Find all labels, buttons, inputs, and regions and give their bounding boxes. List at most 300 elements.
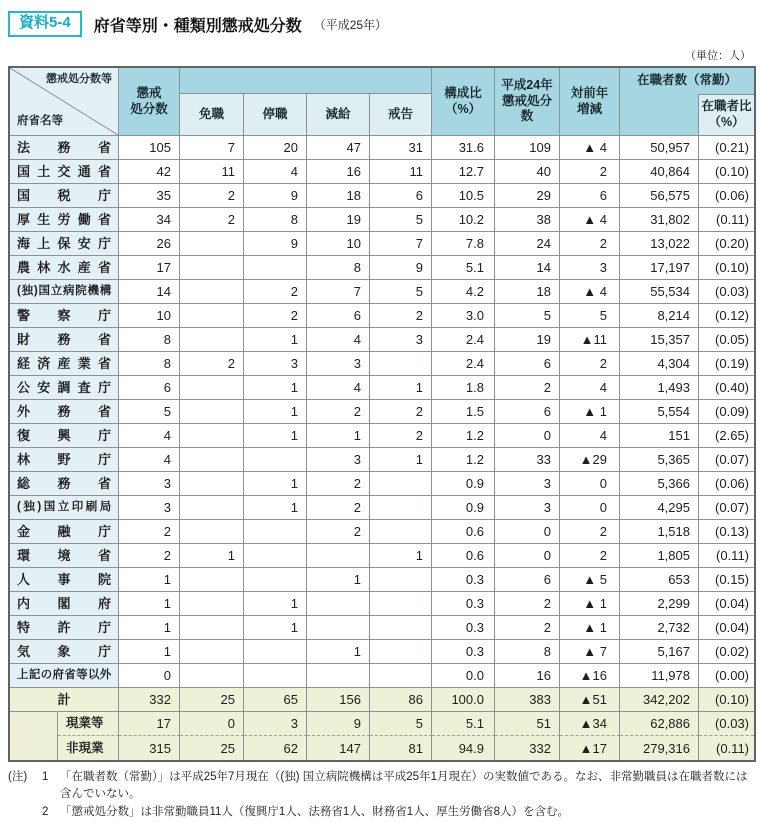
note-number: 1 xyxy=(42,771,49,783)
value-cell xyxy=(180,616,244,640)
value-cell: 1 xyxy=(244,496,307,520)
value-cell: ▲16 xyxy=(560,664,620,688)
value-cell xyxy=(370,520,432,544)
value-cell: 62,886 xyxy=(620,712,699,736)
value-cell xyxy=(180,400,244,424)
value-cell: 5 xyxy=(560,304,620,328)
value-cell: 2 xyxy=(307,520,370,544)
value-cell: 13,022 xyxy=(620,232,699,256)
value-cell: 6 xyxy=(370,184,432,208)
value-cell: (0.20) xyxy=(699,232,754,256)
value-cell: ▲29 xyxy=(560,448,620,472)
value-cell: 34 xyxy=(119,208,180,232)
value-cell xyxy=(180,520,244,544)
ministry-label: (独)国立印刷局 xyxy=(10,496,119,520)
value-cell: 2 xyxy=(495,592,560,616)
value-cell: 25 xyxy=(180,736,244,760)
ministry-row xyxy=(10,616,754,640)
corner-label-rows: 府省名等 xyxy=(17,114,63,127)
value-cell: 0.9 xyxy=(432,472,495,496)
value-cell: 1 xyxy=(119,616,180,640)
value-cell: 10.2 xyxy=(432,208,495,232)
ministry-label: 海上保安庁 xyxy=(10,232,119,256)
value-cell: 1.8 xyxy=(432,376,495,400)
note-text: 「在職者数（常勤）」は平成25年7月現在（(独) 国立病院機構は平成25年1月現在）の実数値である。なお、非常勤職員は在職者数には含んでいない。 xyxy=(60,771,748,801)
value-cell: 5,366 xyxy=(620,472,699,496)
ministry-row xyxy=(10,568,754,592)
ministry-row xyxy=(10,280,754,304)
value-cell: 5 xyxy=(370,712,432,736)
value-cell xyxy=(180,640,244,664)
header-prev-year: 平成24年 懲戒処分数 xyxy=(495,68,560,136)
value-cell: 5.1 xyxy=(432,712,495,736)
value-cell: ▲34 xyxy=(560,712,620,736)
value-cell: 151 xyxy=(620,424,699,448)
value-cell xyxy=(180,472,244,496)
ministry-row xyxy=(10,160,754,184)
value-cell: 9 xyxy=(244,232,307,256)
corner-label-columns: 懲戒処分数等 xyxy=(46,73,112,85)
value-cell: 26 xyxy=(119,232,180,256)
value-cell xyxy=(180,568,244,592)
value-cell: 24 xyxy=(495,232,560,256)
value-cell: ▲51 xyxy=(560,688,620,712)
value-cell: 4 xyxy=(560,376,620,400)
value-cell: (0.12) xyxy=(699,304,754,328)
value-cell: 1,518 xyxy=(620,520,699,544)
value-cell: 2 xyxy=(119,520,180,544)
value-cell: 3 xyxy=(119,496,180,520)
value-cell: 0 xyxy=(560,472,620,496)
summary-label: 非現業 xyxy=(58,736,119,760)
header-suspension: 停職 xyxy=(244,94,307,136)
value-cell: 0.9 xyxy=(432,496,495,520)
ministry-row xyxy=(10,208,754,232)
value-cell: 332 xyxy=(495,736,560,760)
value-cell: 9 xyxy=(244,184,307,208)
value-cell: (0.11) xyxy=(699,544,754,568)
value-cell xyxy=(244,520,307,544)
value-cell: 1.2 xyxy=(432,424,495,448)
value-cell xyxy=(180,424,244,448)
value-cell: 20 xyxy=(244,136,307,160)
value-cell: (0.15) xyxy=(699,568,754,592)
value-cell: 0 xyxy=(560,496,620,520)
value-cell xyxy=(180,664,244,688)
value-cell: 5 xyxy=(370,208,432,232)
value-cell: 0.6 xyxy=(432,544,495,568)
value-cell: 1 xyxy=(307,640,370,664)
ministry-row xyxy=(10,328,754,352)
ministry-row xyxy=(10,640,754,664)
value-cell: 5,554 xyxy=(620,400,699,424)
value-cell xyxy=(180,280,244,304)
value-cell: 4 xyxy=(119,448,180,472)
value-cell: 4 xyxy=(307,328,370,352)
disciplinary-table xyxy=(8,66,756,762)
ministry-row xyxy=(10,544,754,568)
value-cell: 2 xyxy=(560,232,620,256)
value-cell: (0.07) xyxy=(699,448,754,472)
value-cell: 1 xyxy=(370,376,432,400)
value-cell: 17,197 xyxy=(620,256,699,280)
corner-cell xyxy=(10,68,119,136)
document-page xyxy=(8,0,752,821)
ministry-label: 厚生労働省 xyxy=(10,208,119,232)
value-cell: 6 xyxy=(495,400,560,424)
value-cell: 383 xyxy=(495,688,560,712)
value-cell: 4,295 xyxy=(620,496,699,520)
value-cell: 2 xyxy=(560,544,620,568)
header-type-band xyxy=(180,68,432,94)
value-cell: 15,357 xyxy=(620,328,699,352)
value-cell: 2.4 xyxy=(432,352,495,376)
value-cell: 29 xyxy=(495,184,560,208)
table-header xyxy=(10,68,754,136)
value-cell: 65 xyxy=(244,688,307,712)
value-cell: 279,316 xyxy=(620,736,699,760)
ministry-row xyxy=(10,472,754,496)
value-cell: (0.19) xyxy=(699,352,754,376)
value-cell xyxy=(244,256,307,280)
value-cell: (0.07) xyxy=(699,496,754,520)
table-body xyxy=(10,136,754,760)
value-cell xyxy=(307,616,370,640)
ministry-label: 特許庁 xyxy=(10,616,119,640)
value-cell: (0.10) xyxy=(699,256,754,280)
ministry-label: 林野庁 xyxy=(10,448,119,472)
value-cell: 16 xyxy=(495,664,560,688)
ministry-label: 外務省 xyxy=(10,400,119,424)
ministry-label: 警察庁 xyxy=(10,304,119,328)
value-cell: 0 xyxy=(180,712,244,736)
value-cell: 3 xyxy=(560,256,620,280)
value-cell: (0.21) xyxy=(699,136,754,160)
ministry-row xyxy=(10,520,754,544)
value-cell: (0.10) xyxy=(699,688,754,712)
value-cell xyxy=(307,664,370,688)
value-cell: ▲11 xyxy=(560,328,620,352)
value-cell: 17 xyxy=(119,256,180,280)
value-cell: 6 xyxy=(495,568,560,592)
value-cell: 40,864 xyxy=(620,160,699,184)
value-cell xyxy=(180,304,244,328)
value-cell: 17 xyxy=(119,712,180,736)
value-cell: 0.3 xyxy=(432,592,495,616)
value-cell: 342,202 xyxy=(620,688,699,712)
value-cell: (0.04) xyxy=(699,592,754,616)
value-cell: 1 xyxy=(244,472,307,496)
value-cell: 9 xyxy=(370,256,432,280)
value-cell: 2,299 xyxy=(620,592,699,616)
value-cell: 19 xyxy=(307,208,370,232)
value-cell: 100.0 xyxy=(432,688,495,712)
value-cell: 94.9 xyxy=(432,736,495,760)
value-cell xyxy=(180,592,244,616)
value-cell: (0.11) xyxy=(699,736,754,760)
value-cell: (0.04) xyxy=(699,616,754,640)
header-dismissal: 免職 xyxy=(180,94,244,136)
value-cell: 10.5 xyxy=(432,184,495,208)
title-bar xyxy=(8,0,752,39)
value-cell: (0.40) xyxy=(699,376,754,400)
value-cell: (0.00) xyxy=(699,664,754,688)
value-cell: 47 xyxy=(307,136,370,160)
header-paycut: 減給 xyxy=(307,94,370,136)
value-cell: 5,365 xyxy=(620,448,699,472)
value-cell: 1 xyxy=(119,568,180,592)
value-cell: 33 xyxy=(495,448,560,472)
ministry-label: 復興庁 xyxy=(10,424,119,448)
value-cell: 3 xyxy=(307,448,370,472)
value-cell: 1 xyxy=(307,424,370,448)
value-cell xyxy=(244,568,307,592)
ministry-row xyxy=(10,424,754,448)
value-cell: 2 xyxy=(119,544,180,568)
ministry-label: 経済産業省 xyxy=(10,352,119,376)
value-cell xyxy=(370,592,432,616)
value-cell: 3 xyxy=(119,472,180,496)
ministry-label: 農林水産省 xyxy=(10,256,119,280)
value-cell: 1 xyxy=(370,544,432,568)
value-cell: 2 xyxy=(244,280,307,304)
value-cell: 3 xyxy=(495,496,560,520)
header-ratio: 構成比 （%） xyxy=(432,68,495,136)
value-cell xyxy=(244,640,307,664)
value-cell: 9 xyxy=(307,712,370,736)
value-cell: 2 xyxy=(244,304,307,328)
value-cell: 3 xyxy=(495,472,560,496)
ministry-label: 気象庁 xyxy=(10,640,119,664)
summary-row xyxy=(10,712,754,736)
value-cell: (0.11) xyxy=(699,208,754,232)
value-cell xyxy=(180,448,244,472)
value-cell: (0.13) xyxy=(699,520,754,544)
header-employees: 在職者数（常勤） xyxy=(620,68,754,94)
value-cell: 2 xyxy=(307,400,370,424)
value-cell: 1 xyxy=(244,592,307,616)
value-cell: 7.8 xyxy=(432,232,495,256)
value-cell xyxy=(370,568,432,592)
value-cell: (0.09) xyxy=(699,400,754,424)
value-cell: ▲ 1 xyxy=(560,400,620,424)
value-cell: ▲ 4 xyxy=(560,136,620,160)
value-cell: 4.2 xyxy=(432,280,495,304)
value-cell: 0.0 xyxy=(432,664,495,688)
value-cell: 7 xyxy=(370,232,432,256)
ministry-label: 環境省 xyxy=(10,544,119,568)
value-cell: 0 xyxy=(495,544,560,568)
ministry-label: 国税庁 xyxy=(10,184,119,208)
ministry-row xyxy=(10,352,754,376)
value-cell: 16 xyxy=(307,160,370,184)
value-cell xyxy=(180,256,244,280)
value-cell: 81 xyxy=(370,736,432,760)
ministry-row xyxy=(10,256,754,280)
value-cell: 42 xyxy=(119,160,180,184)
value-cell: (0.05) xyxy=(699,328,754,352)
value-cell: 5 xyxy=(370,280,432,304)
value-cell: 3 xyxy=(307,352,370,376)
unit-label: （単位：人） xyxy=(685,50,751,62)
value-cell: 6 xyxy=(495,352,560,376)
value-cell: 315 xyxy=(119,736,180,760)
value-cell: 2.4 xyxy=(432,328,495,352)
value-cell: 2 xyxy=(560,520,620,544)
ministry-row xyxy=(10,136,754,160)
value-cell: 3.0 xyxy=(432,304,495,328)
value-cell: 7 xyxy=(307,280,370,304)
value-cell: ▲ 7 xyxy=(560,640,620,664)
value-cell: 10 xyxy=(307,232,370,256)
total-row xyxy=(10,688,754,712)
value-cell: ▲ 4 xyxy=(560,280,620,304)
value-cell: 1.5 xyxy=(432,400,495,424)
ministry-label: 金融庁 xyxy=(10,520,119,544)
value-cell: 2 xyxy=(495,616,560,640)
summary-spacer xyxy=(10,712,58,760)
value-cell: 5 xyxy=(495,304,560,328)
value-cell: 51 xyxy=(495,712,560,736)
value-cell: 1 xyxy=(244,328,307,352)
value-cell xyxy=(244,544,307,568)
value-cell: 4,304 xyxy=(620,352,699,376)
value-cell: (0.03) xyxy=(699,712,754,736)
value-cell: 8 xyxy=(119,328,180,352)
value-cell: 5,167 xyxy=(620,640,699,664)
ministry-label: 人事院 xyxy=(10,568,119,592)
ministry-label: 公安調査庁 xyxy=(10,376,119,400)
value-cell: (0.03) xyxy=(699,280,754,304)
value-cell: 0.3 xyxy=(432,616,495,640)
value-cell: 40 xyxy=(495,160,560,184)
value-cell: 1 xyxy=(244,400,307,424)
value-cell: 18 xyxy=(495,280,560,304)
value-cell: 3 xyxy=(370,328,432,352)
value-cell: 2 xyxy=(495,376,560,400)
ministry-row xyxy=(10,184,754,208)
value-cell: 38 xyxy=(495,208,560,232)
header-yoy-change: 対前年 増減 xyxy=(560,68,620,136)
value-cell: ▲ 1 xyxy=(560,616,620,640)
value-cell: 6 xyxy=(119,376,180,400)
value-cell: 18 xyxy=(307,184,370,208)
value-cell: 147 xyxy=(307,736,370,760)
value-cell: 1 xyxy=(370,448,432,472)
value-cell: (0.06) xyxy=(699,472,754,496)
value-cell: 109 xyxy=(495,136,560,160)
value-cell: 1 xyxy=(119,640,180,664)
value-cell: (0.06) xyxy=(699,184,754,208)
value-cell xyxy=(370,616,432,640)
value-cell: 105 xyxy=(119,136,180,160)
value-cell: 56,575 xyxy=(620,184,699,208)
value-cell: 0.3 xyxy=(432,640,495,664)
value-cell: 0 xyxy=(495,424,560,448)
value-cell: 1,805 xyxy=(620,544,699,568)
value-cell: 2 xyxy=(180,208,244,232)
value-cell: ▲17 xyxy=(560,736,620,760)
value-cell: 1 xyxy=(244,424,307,448)
value-cell: 1 xyxy=(119,592,180,616)
ministry-label: 上記の府省等以外 xyxy=(10,664,119,688)
note-text: 「懲戒処分数」は非常勤職員11人（復興庁1人、法務省1人、財務省1人、厚生労働省8人）を含む。 xyxy=(60,805,570,818)
value-cell: 4 xyxy=(560,424,620,448)
value-cell xyxy=(244,448,307,472)
footnotes xyxy=(8,769,752,821)
value-cell: 11 xyxy=(180,160,244,184)
value-cell: 0.3 xyxy=(432,568,495,592)
ministry-label: 総務省 xyxy=(10,472,119,496)
summary-row xyxy=(10,736,754,760)
value-cell: 4 xyxy=(244,160,307,184)
ministry-row xyxy=(10,448,754,472)
value-cell: 332 xyxy=(119,688,180,712)
value-cell: 11,978 xyxy=(620,664,699,688)
value-cell: ▲ 4 xyxy=(560,208,620,232)
total-label: 計 xyxy=(10,688,119,712)
value-cell xyxy=(370,640,432,664)
value-cell xyxy=(370,664,432,688)
value-cell: 3 xyxy=(244,712,307,736)
value-cell: 3 xyxy=(244,352,307,376)
ministry-label: (独)国立病院機構 xyxy=(10,280,119,304)
ministry-row xyxy=(10,376,754,400)
value-cell xyxy=(244,664,307,688)
value-cell xyxy=(180,496,244,520)
value-cell: 14 xyxy=(119,280,180,304)
value-cell: 2 xyxy=(180,352,244,376)
value-cell: 4 xyxy=(307,376,370,400)
ministry-label: 内閣府 xyxy=(10,592,119,616)
value-cell: 1,493 xyxy=(620,376,699,400)
value-cell: 11 xyxy=(370,160,432,184)
value-cell: ▲ 5 xyxy=(560,568,620,592)
ministry-label: 法務省 xyxy=(10,136,119,160)
value-cell: 50,957 xyxy=(620,136,699,160)
ministry-row xyxy=(10,496,754,520)
value-cell xyxy=(307,544,370,568)
value-cell: 7 xyxy=(180,136,244,160)
value-cell: 653 xyxy=(620,568,699,592)
value-cell: 2 xyxy=(560,160,620,184)
value-cell: 62 xyxy=(244,736,307,760)
header-total: 懲戒 処分数 xyxy=(119,68,180,136)
value-cell: 0 xyxy=(495,520,560,544)
value-cell xyxy=(370,472,432,496)
value-cell: 8 xyxy=(244,208,307,232)
value-cell xyxy=(307,592,370,616)
value-cell: 156 xyxy=(307,688,370,712)
value-cell: 6 xyxy=(307,304,370,328)
ministry-row xyxy=(10,304,754,328)
value-cell: 8 xyxy=(119,352,180,376)
value-cell: 14 xyxy=(495,256,560,280)
value-cell: 1 xyxy=(244,616,307,640)
value-cell: (0.10) xyxy=(699,160,754,184)
value-cell: 1 xyxy=(244,376,307,400)
value-cell: 8,214 xyxy=(620,304,699,328)
value-cell xyxy=(370,352,432,376)
value-cell: 4 xyxy=(119,424,180,448)
value-cell: 35 xyxy=(119,184,180,208)
ministry-row xyxy=(10,592,754,616)
value-cell: 2 xyxy=(180,184,244,208)
value-cell: ▲ 1 xyxy=(560,592,620,616)
ministry-row xyxy=(10,400,754,424)
value-cell: 0 xyxy=(119,664,180,688)
value-cell: 6 xyxy=(560,184,620,208)
